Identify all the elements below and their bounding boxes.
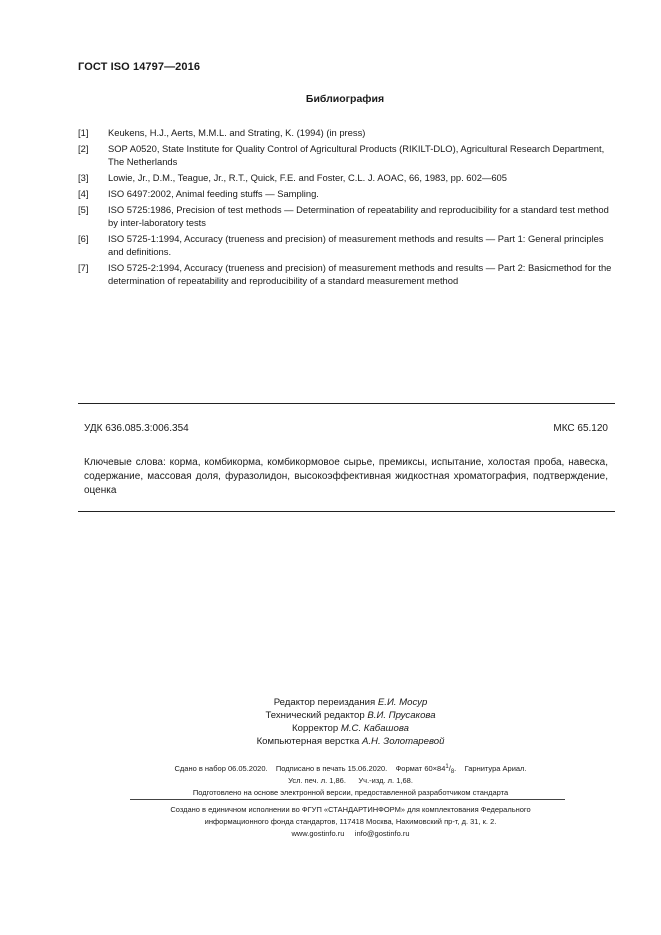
credit-name: Е.И. Мосур [377,697,428,708]
reference-text: Keukens, H.J., Aerts, M.M.L. and Strating, K. (1994) (in press) [108,127,366,138]
credit-role: Редактор переиздания [273,697,376,708]
reference-item [78,261,615,287]
imprint-divider [130,799,565,800]
reference-item [78,142,615,168]
credit-line [0,710,661,723]
reference-text: ISO 5725:1986, Precision of test methods — Determination of repeatability and reproducibility for a standard test method by inter-laboratory tests [108,204,609,229]
divider-top [78,403,615,404]
divider-bottom [78,511,615,512]
reference-item [78,126,615,139]
credit-line [0,723,661,736]
reference-text: ISO 5725-2:1994, Accuracy (trueness and precision) of measurement methods and results — Part 2: Basicmethod for the determination of repeatability and reproducibility of a standard measurement method [108,262,612,287]
reference-item [78,203,615,229]
reference-number: [1] [78,127,89,138]
reference-text: ISO 5725-1:1994, Accuracy (trueness and precision) of measurement methods and results — Part 1: General principles and definitions. [108,233,604,258]
reference-item [78,171,615,184]
publisher-text-2: информационного фонда стандартов, 117418 Москва, Нахимовский пр-т, д. 31, к. 2. [204,817,497,826]
publisher-line-2 [0,816,661,828]
reference-number: [7] [78,262,89,273]
reference-number: [5] [78,204,89,215]
publisher-text-1: Создано в единичном исполнении во ФГУП «СТАНДАРТИНФОРМ» для комплектования Федерального [170,805,531,814]
imprint-signed-b: . Гарнитура Ариал. [454,764,527,773]
imprint-prepared-text: Подготовлено на основе электронной версии, предоставленной разработчиком стандарта [192,788,509,797]
credit-name: А.Н. Золотаревой [361,736,445,747]
publisher-line-1 [0,804,661,816]
bibliography-title: Библиография [305,93,385,105]
reference-text: SOP A0520, State Institute for Quality Control of Agricultural Products (RIKILT-DLO), Agricultural Research Department, The Netherlands [108,143,605,168]
publisher-web[interactable] [0,828,661,840]
credit-role: Технический редактор [265,710,365,721]
credit-role: Корректор [292,723,339,734]
reference-text: ISO 6497:2002, Animal feeding stuffs — Sampling. [108,188,319,199]
reference-number: [3] [78,172,89,183]
mks-code: МКС 65.120 [553,423,608,434]
reference-number: [6] [78,233,89,244]
reference-number: [4] [78,188,89,199]
reference-item [78,232,615,258]
publisher-web-text[interactable]: www.gostinfo.ru info@gostinfo.ru [291,829,410,838]
imprint-signed-a: Сдано в набор 06.05.2020. Подписано в печать 15.06.2020. Формат 60×84 [174,764,446,773]
udc-code: УДК 636.085.3:006.354 [84,423,189,434]
credit-role: Компьютерная верстка [256,736,360,747]
credit-line [0,736,661,749]
format-slash: / [448,764,451,773]
imprint-sheets-text: Усл. печ. л. 1,86. Уч.-изд. л. 1,68. [288,776,413,785]
imprint-sheets [0,775,661,787]
reference-number: [2] [78,143,89,154]
format-sub: 8 [450,769,455,775]
credit-line [0,697,661,710]
credit-name: В.И. Прусакова [367,710,436,721]
document-header: ГОСТ ISO 14797—2016 [78,61,201,73]
format-sup: 1 [445,764,449,770]
keywords: Ключевые слова: корма, комбикорма, комбикормовое сырье, премиксы, испытание, холостая проба, навеска, содержание, массовая доля, фуразолидон, высокоэффективная жидкостная хроматография, подтверждение, оценка [84,457,608,496]
credit-name: М.С. Кабашова [340,723,409,734]
imprint-prepared [0,787,661,799]
reference-item [78,187,615,200]
reference-text: Lowie, Jr., D.M., Teague, Jr., R.T., Quick, F.E. and Foster, C.L. J. AOAC, 66, 1983, pp. 602—605 [108,172,507,183]
